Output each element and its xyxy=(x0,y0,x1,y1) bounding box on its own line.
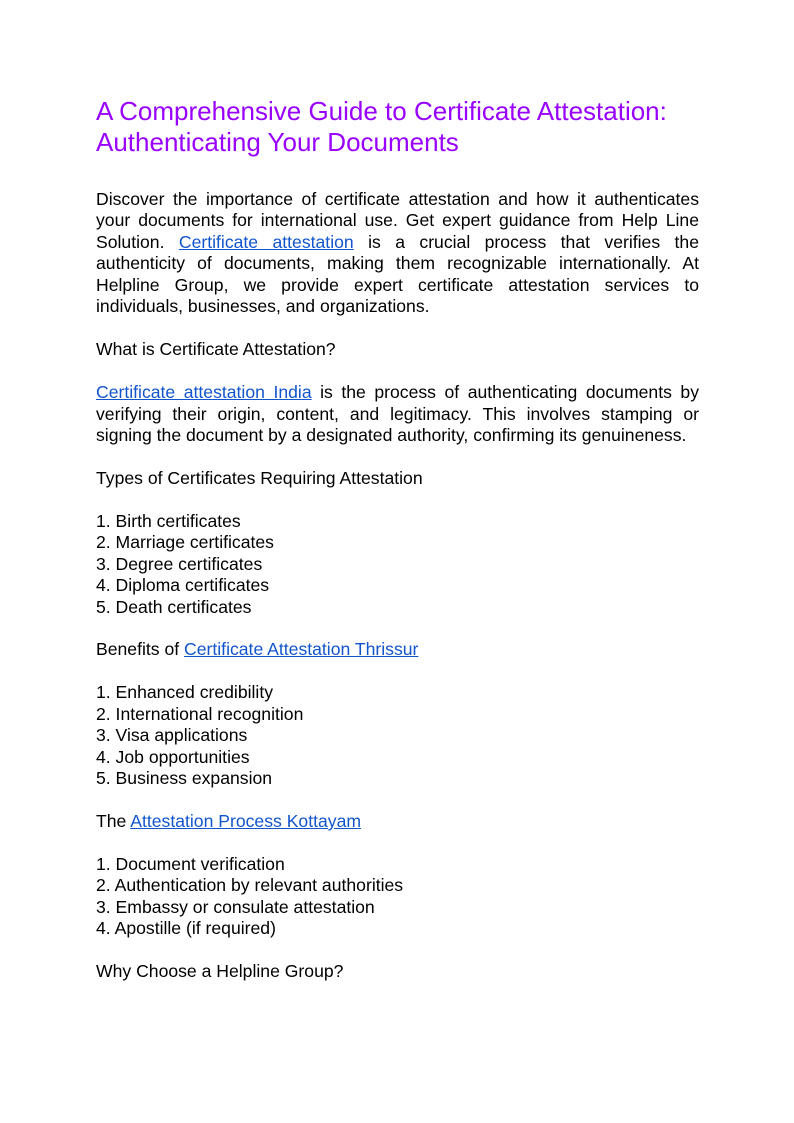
benefits-heading: Benefits of Certificate Attestation Thrissur xyxy=(96,639,419,660)
certificate-attestation-link[interactable]: Certificate attestation xyxy=(178,231,354,252)
document-body xyxy=(96,189,699,1004)
process-list xyxy=(96,854,699,940)
why-heading: Why Choose a Helpline Group? xyxy=(96,961,344,982)
list-item: 4. Apostille (if required) xyxy=(96,918,276,939)
list-item: 3. Visa applications xyxy=(96,725,248,746)
intro-paragraph: Discover the importance of certificate attestation and how it authenticates your documents for international use. Get expert guidance from Help Line Solution. Certificate attestation is a crucial process that verifies the authenticity of documents, making them recognizable internationally. At Helpline Group, we provide expert certificate attestation services to individuals, businesses, and organizations. xyxy=(96,189,700,317)
list-item: 2. Authentication by relevant authorities xyxy=(96,875,404,896)
list-item: 5. Business expansion xyxy=(96,768,273,789)
process-heading: The Attestation Process Kottayam xyxy=(96,811,362,832)
list-item: 2. International recognition xyxy=(96,703,304,724)
list-item: 1. Document verification xyxy=(96,853,285,874)
benefits-list xyxy=(96,682,699,789)
types-list xyxy=(96,511,699,618)
page-title: A Comprehensive Guide to Certificate Attestation: Authenticating Your Documents xyxy=(96,96,667,157)
list-item: 3. Embassy or consulate attestation xyxy=(96,896,375,917)
list-item: 2. Marriage certificates xyxy=(96,532,274,553)
types-heading: Types of Certificates Requiring Attestation xyxy=(96,467,423,488)
what-heading: What is Certificate Attestation? xyxy=(96,339,336,360)
certificate-attestation-india-link[interactable]: Certificate attestation India xyxy=(96,382,312,403)
list-item: 1. Birth certificates xyxy=(96,510,241,531)
certificate-attestation-thrissur-link[interactable]: Certificate Attestation Thrissur xyxy=(184,639,419,660)
attestation-process-kottayam-link[interactable]: Attestation Process Kottayam xyxy=(130,811,362,832)
list-item: 1. Enhanced credibility xyxy=(96,682,274,703)
list-item: 3. Degree certificates xyxy=(96,553,263,574)
what-paragraph: Certificate attestation India is the process of authenticating documents by verifying their origin, content, and legitimacy. This involves stamping or signing the document by a designated authority, confirming its genuineness. xyxy=(96,382,699,445)
list-item: 4. Diploma certificates xyxy=(96,575,270,596)
list-item: 4. Job opportunities xyxy=(96,746,250,767)
list-item: 5. Death certificates xyxy=(96,596,252,617)
